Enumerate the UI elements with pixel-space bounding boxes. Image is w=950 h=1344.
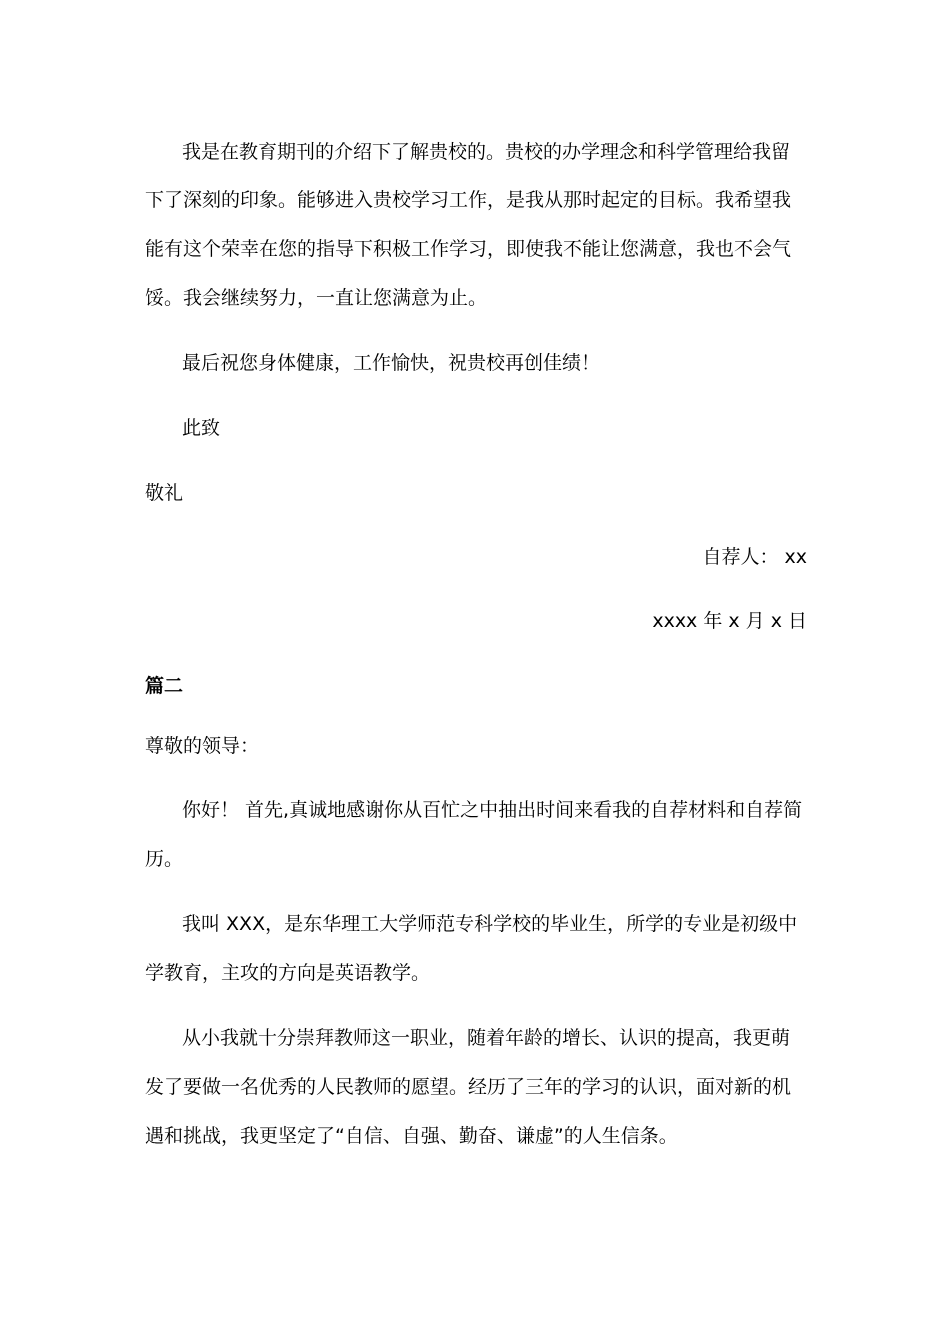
paragraph-line: 遇和挑战，我更坚定了“自信、自强、勤奋、谦虚”的人生信条。 xyxy=(145,1125,678,1147)
paragraph-line: 下了深刻的印象。能够进入贵校学习工作，是我从那时起定的目标。我希望我 xyxy=(145,189,792,211)
paragraph-line: 能有这个荣幸在您的指导下积极工作学习，即使我不能让您满意，我也不会气 xyxy=(145,238,792,260)
signature: 自荐人： xx xyxy=(702,546,807,568)
respect-line: 敬礼 xyxy=(145,482,184,504)
salutation-closing: 此致 xyxy=(182,417,221,439)
paragraph-line: 从小我就十分崇拜教师这一职业，随着年龄的增长、认识的提高，我更萌 xyxy=(182,1027,791,1049)
paragraph-line: 我是在教育期刊的介绍下了解贵校的。贵校的办学理念和科学管理给我留 xyxy=(182,141,791,163)
paragraph-line: 馁。我会继续努力，一直让您满意为止。 xyxy=(145,287,488,309)
paragraph-line: 学教育，主攻的方向是英语教学。 xyxy=(145,962,431,984)
paragraph-line: 历。 xyxy=(145,848,184,870)
date: xxxx 年 x 月 x 日 xyxy=(652,610,807,632)
closing-wish: 最后祝您身体健康，工作愉快，祝贵校再创佳绩！ xyxy=(182,352,601,374)
paragraph-line: 你好！ 首先,真诚地感谢你从百忙之中抽出时间来看我的自荐材料和自荐简 xyxy=(182,799,803,821)
paragraph-line: 发了要做一名优秀的人民教师的愿望。经历了三年的学习的认识，面对新的机 xyxy=(145,1076,792,1098)
section-title: 篇二 xyxy=(145,675,184,697)
greeting: 尊敬的领导： xyxy=(145,735,260,757)
paragraph-line: 我叫 XXX，是东华理工大学师范专科学校的毕业生，所学的专业是初级中 xyxy=(182,913,798,935)
document-page xyxy=(145,0,807,1344)
